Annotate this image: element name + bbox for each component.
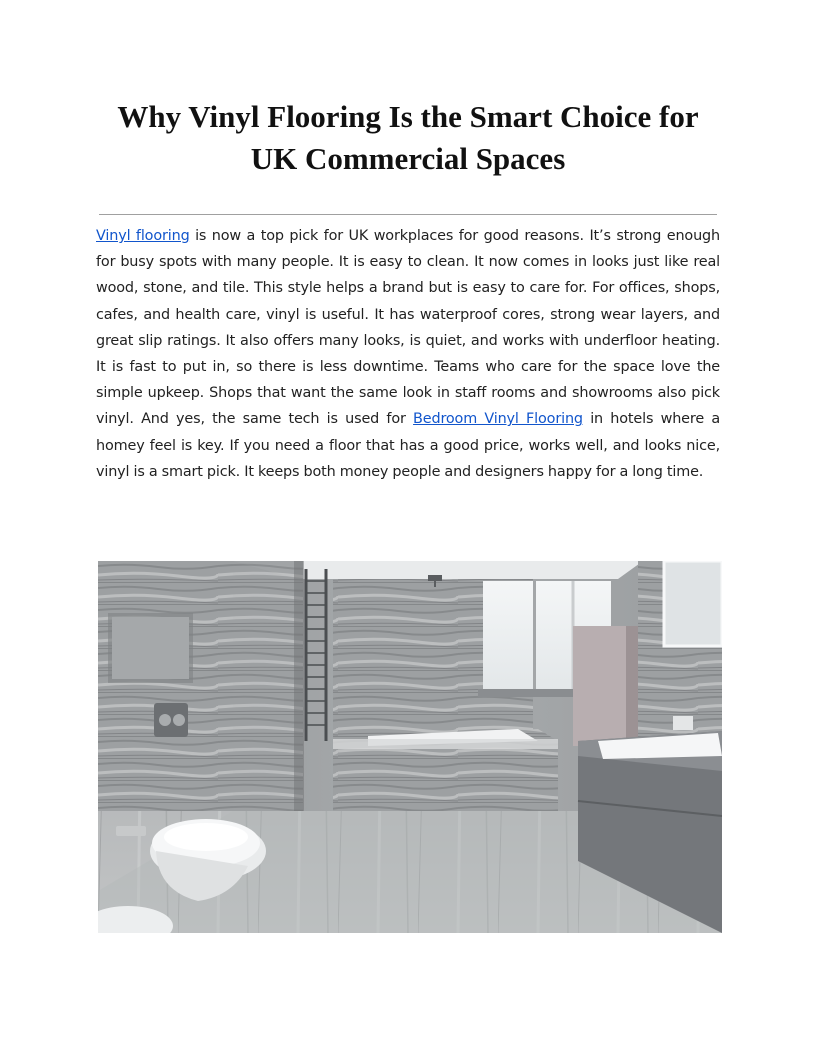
paragraph-text-part-2: in hotels where a homey feel is key. If you need a floor that has a good price, works well, and looks nice, vinyl is a smart pick. It keeps both money people and designers happy for a long time. <box>96 411 720 480</box>
title-line-2: UK Commercial Spaces <box>250 141 566 176</box>
vinyl-flooring-link[interactable]: Vinyl flooring <box>96 228 190 244</box>
bathroom-photo <box>98 561 722 933</box>
document-title <box>96 96 720 180</box>
body-paragraph <box>96 223 720 485</box>
bedroom-vinyl-flooring-link[interactable]: Bedroom Vinyl Flooring <box>413 411 583 428</box>
paragraph-text-part-1: is now a top pick for UK workplaces for good reasons. It’s strong enough for busy spots with many people. It is easy to clean. It now comes in looks just like real wood, stone, and tile. This style helps a brand but is easy to care for. For offices, shops, cafes, and health care, vinyl is useful. It has waterproof cores, strong wear layers, and great slip ratings. It also offers many looks, is quiet, and works with underfloor heating. It is fast to put in, so there is less downtime. Teams who care for the space love the simple upkeep. Shops that want the same look in staff rooms and showrooms also pick vinyl. And yes, the same tech is used for <box>96 228 720 428</box>
title-line-1: Why Vinyl Flooring Is the Smart Choice for <box>117 99 699 134</box>
horizontal-divider <box>99 214 717 215</box>
